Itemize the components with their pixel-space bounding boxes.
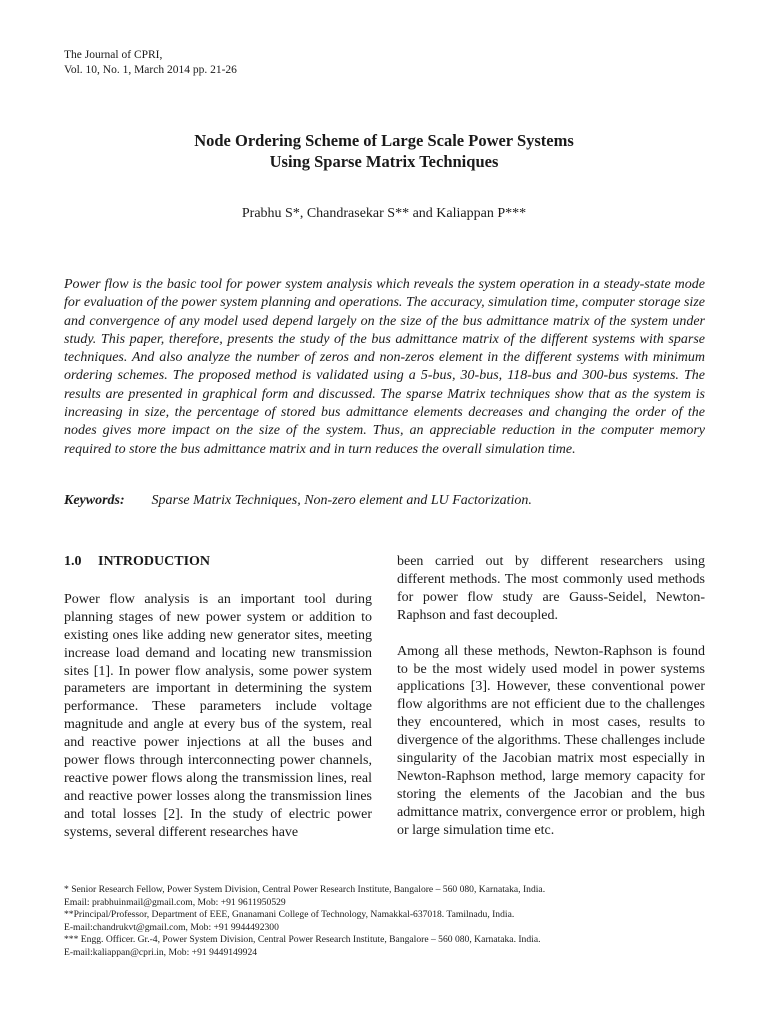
title-line-2: Using Sparse Matrix Techniques (269, 152, 499, 171)
footnotes (64, 884, 545, 959)
keywords (64, 493, 532, 509)
title-line-1: Node Ordering Scheme of Large Scale Power Systems (194, 131, 574, 150)
left-column (64, 553, 372, 860)
keywords-label: Keywords: (64, 493, 125, 508)
abstract: Power flow is the basic tool for power system analysis which reveals the system operation in a steady-state mode for evaluation of the power system planning and operations. The accuracy, simulation time, computer storage size and convergence of any model used depend largely on the size of the bus admittance matrix of the system under study. This paper, therefore, presents the study of the bus admittance matrix of the different systems with sparse techniques. And also analyze the number of zeros and non-zeros element in the different systems with minimum ordering schemes. The proposed method is validated using a 5-bus, 30-bus, 118-bus and 300-bus systems. The results are presented in graphical form and discussed. The sparse Matrix techniques show that as the system is increasing in size, the percentage of stored bus admittance elements decreases and changing the order of the nodes gives more impact on the size of the system. Thus, an appreciable reduction in the computer memory required to store the bus admittance matrix and in turn reduces the overall simulation time. (64, 277, 705, 457)
section-title: INTRODUCTION (98, 554, 211, 569)
footnote-author-2-contact: E-mail:chandrukvt@gmail.com, Mob: +91 9944492300 (64, 921, 279, 933)
intro-paragraph-1-continued: been carried out by different researchers using different methods. The most commonly used methods for power flow study are Gauss-Seidel, Newton-Raphson and fast decoupled. (397, 554, 705, 623)
right-column (397, 553, 705, 858)
paper-title (0, 130, 768, 172)
keywords-text: Sparse Matrix Techniques, Non-zero element and LU Factorization. (151, 493, 532, 508)
footnote-author-3: *** Engg. Officer. Gr.-4, Power System Division, Central Power Research Institute, Bangalore – 560 080, Karnataka. India. (64, 934, 541, 945)
author-list: Prabhu S*, Chandrasekar S** and Kaliappan P*** (241, 206, 527, 221)
footnote-author-1-contact: Email: prabhuinmail@gmail.com, Mob: +91 9611950529 (64, 896, 286, 908)
section-number: 1.0 (64, 554, 82, 569)
journal-name: The Journal of CPRI, (64, 49, 163, 61)
journal-citation (64, 48, 237, 78)
footnote-author-2: **Principal/Professor, Department of EEE, Gnanamani College of Technology, Namakkal-637018. Tamilnadu, India. (64, 909, 515, 920)
footnote-author-1: * Senior Research Fellow, Power System Division, Central Power Research Institute, Bangalore – 560 080, Karnataka, India. (64, 884, 546, 895)
intro-paragraph-2: Among all these methods, Newton-Raphson is found to be the most widely used model in power systems applications [3]. However, these conventional power flow algorithms are not efficient due to the challenges they encountered, which in most cases, results to divergence of the algorithms. These challenges include singularity of the Jacobian matrix most especially in Newton-Raphson method, large memory capacity for storing the elements of the Jacobian and the bus admittance matrix, convergence error or problem, high or large simulation time etc. (397, 643, 705, 838)
section-heading (64, 553, 372, 571)
journal-volume: Vol. 10, No. 1, March 2014 pp. 21-26 (64, 64, 237, 76)
intro-paragraph-1: Power flow analysis is an important tool during planning stages of new power system or addition to existing ones like adding new generator sites, meeting increase load demand and locating new transmission sites [1]. In power flow analysis, some power system parameters are important in determining the system performance. These parameters include voltage magnitude and angle at every bus of the system, real and reactive power injections at all the buses and power flows through interconnecting power channels, reactive power flows along the transmission lines, real and reactive power losses along the transmission lines and total losses [2]. In the study of electric power systems, several different researches have (64, 591, 372, 840)
footnote-author-3-contact: E-mail:kaliappan@cpri.in, Mob: +91 9449149924 (64, 946, 258, 958)
